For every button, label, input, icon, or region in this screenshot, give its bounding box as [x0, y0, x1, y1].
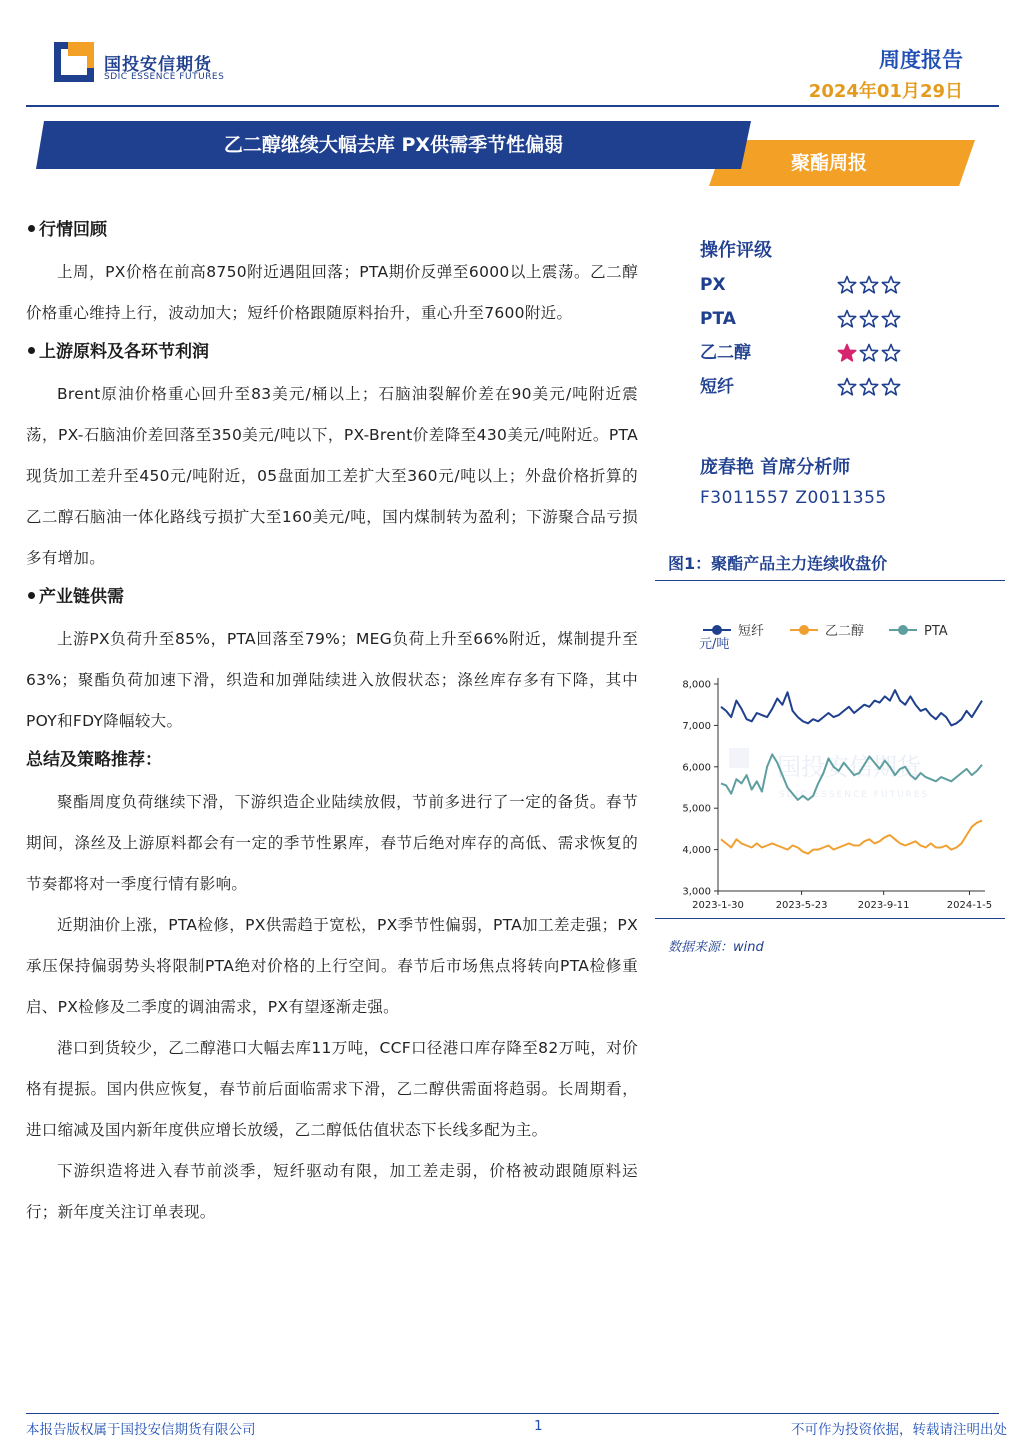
x-tick-label: 2023-9-11	[857, 900, 910, 911]
star-outline-icon	[837, 309, 857, 329]
section-paragraph: 近期油价上涨，PTA检修，PX供需趋于宽松，PX季节性偏弱，PTA加工差走强；PX承压保持偏弱势头将限制PTA绝对价格的上行空间。春节后市场焦点将转向PTA检修重启、PX检修及二季度的调油需求，PX有望逐渐走强。	[26, 916, 638, 1016]
section-paragraph: Brent原油价格重心回升至83美元/桶以上；石脑油裂解价差在90美元/吨附近震荡，PX-石脑油价差回落至350美元/吨以下，PX-Brent价差降至430美元/吨附近。PTA现货加工差升至450元/吨附近，05盘面加工差扩大至360元/吨以上；外盘价格折算的乙二醇石脑油一体化路线亏损扩大至160美元/吨，国内煤制转为盈利；下游聚合品亏损多有增加。	[26, 385, 638, 567]
price-chart-svg	[655, 608, 1005, 918]
star-outline-icon	[881, 377, 901, 397]
figure-source: 数据来源：wind	[668, 940, 764, 955]
y-tick-label: 3,000	[682, 886, 711, 898]
star-outline-icon	[837, 275, 857, 295]
report-title: 乙二醇继续大幅去库 PX供需季节性偏弱	[223, 134, 564, 156]
rating-row	[700, 302, 1000, 336]
rating-stars	[837, 268, 901, 302]
y-tick-label: 6,000	[682, 762, 711, 774]
legend-marker-icon	[799, 625, 809, 635]
y-tick-label: 5,000	[682, 803, 711, 815]
analyst-ids: F3011557 Z0011355	[700, 488, 887, 508]
section-paragraph: 上游PX负荷升至85%，PTA回落至79%；MEG负荷上升至66%附近，煤制提升至63%；聚酯负荷加速下滑，织造和加弹陆续进入放假状态；涤丝库存多有下降，其中POY和FDY降幅较大。	[26, 630, 638, 730]
report-date: 2024年01月29日	[808, 81, 963, 102]
legend-label: 乙二醇	[825, 624, 865, 639]
section-heading-text: 上游原料及各环节利润	[39, 342, 209, 362]
figure-bottom-rule	[655, 918, 1005, 919]
section-heading	[26, 748, 638, 772]
company-logo	[54, 42, 244, 90]
star-outline-icon	[837, 377, 857, 397]
legend-marker-icon	[712, 625, 722, 635]
x-tick-label: 2023-1-30	[692, 900, 744, 911]
series-line	[721, 690, 982, 725]
legend-marker-icon	[898, 625, 908, 635]
rating-panel	[700, 238, 1000, 404]
section-heading-text: 行情回顾	[39, 220, 107, 240]
legend-label: 短纤	[738, 624, 765, 639]
rating-product: 乙二醇	[700, 343, 751, 363]
y-tick-label: 4,000	[682, 845, 711, 857]
footer-disclaimer: 不可作为投资依据，转载请注明出处	[791, 1422, 1007, 1438]
figure-title: 图1：聚酯产品主力连续收盘价	[668, 554, 888, 573]
bullet-icon	[28, 225, 35, 232]
section-heading	[26, 218, 638, 242]
x-tick-label: 2024-1-5	[946, 900, 993, 911]
chart-watermark: 国投安信期货	[777, 753, 921, 781]
rating-stars	[837, 370, 901, 404]
section-heading	[26, 340, 638, 364]
section-heading-text: 总结及策略推荐：	[26, 750, 162, 770]
rating-title: 操作评级	[700, 240, 772, 261]
rating-row	[700, 370, 1000, 404]
star-outline-icon	[859, 309, 879, 329]
section-heading-text: 产业链供需	[39, 587, 124, 607]
page-number: 1	[534, 1418, 543, 1434]
section-paragraph: 上周，PX价格在前高8750附近遇阻回落；PTA期价反弹至6000以上震荡。乙二醇价格重心维持上行，波动加大；短纤价格跟随原料抬升，重心升至7600附近。	[26, 263, 638, 322]
rating-stars	[837, 336, 901, 370]
rating-row	[700, 268, 1000, 302]
footer-divider	[26, 1413, 999, 1414]
section-paragraph: 下游织造将进入春节前淡季，短纤驱动有限，加工差走弱，价格被动跟随原料运行；新年度关注订单表现。	[26, 1162, 638, 1221]
footer-copyright: 本报告版权属于国投安信期货有限公司	[26, 1422, 256, 1438]
header-divider	[26, 105, 999, 107]
rating-row	[700, 336, 1000, 370]
star-outline-icon	[859, 343, 879, 363]
y-axis-label: 元/吨	[699, 637, 730, 652]
rating-stars	[837, 302, 901, 336]
analyst-name: 庞春艳 首席分析师	[700, 457, 851, 478]
section-paragraph: 聚酯周度负荷继续下滑，下游织造企业陆续放假，节前多进行了一定的备货。春节期间，涤丝及上游原料都会有一定的季节性累库，春节后绝对库存的高低、需求恢复的节奏都将对一季度行情有影响。	[26, 793, 638, 893]
watermark-logo-icon	[729, 748, 749, 768]
x-tick-label: 2023-5-23	[775, 900, 828, 911]
star-outline-icon	[859, 275, 879, 295]
y-tick-label: 7,000	[682, 720, 711, 732]
star-outline-icon	[881, 275, 901, 295]
rating-product: PX	[700, 275, 726, 295]
bullet-icon	[28, 347, 35, 354]
star-outline-icon	[881, 309, 901, 329]
series-line	[721, 821, 982, 854]
chart-watermark-en: SDIC ESSENCE FUTURES	[779, 790, 930, 800]
rating-product: PTA	[700, 309, 736, 329]
section-heading	[26, 585, 638, 609]
company-name-en: SDIC ESSENCE FUTURES	[104, 72, 225, 82]
figure-top-rule	[655, 580, 1005, 581]
banner-tag: 聚酯周报	[790, 152, 867, 174]
legend-label: PTA	[924, 624, 948, 639]
main-content	[26, 212, 638, 1233]
bullet-icon	[28, 592, 35, 599]
rating-product: 短纤	[700, 377, 734, 397]
company-name-cn: 国投安信期货	[104, 55, 212, 75]
price-chart	[655, 608, 1005, 918]
star-outline-icon	[881, 343, 901, 363]
y-tick-label: 8,000	[682, 679, 711, 691]
logo-mark-icon	[54, 42, 94, 82]
report-type: 周度报告	[879, 48, 963, 72]
star-outline-icon	[859, 377, 879, 397]
star-filled-icon	[837, 343, 857, 363]
section-paragraph: 港口到货较少，乙二醇港口大幅去库11万吨，CCF口径港口库存降至82万吨，对价格有提振。国内供应恢复，春节前后面临需求下滑，乙二醇供需面将趋弱。长周期看，进口缩减及国内新年度供应增长放缓，乙二醇低估值状态下长线多配为主。	[26, 1039, 638, 1139]
